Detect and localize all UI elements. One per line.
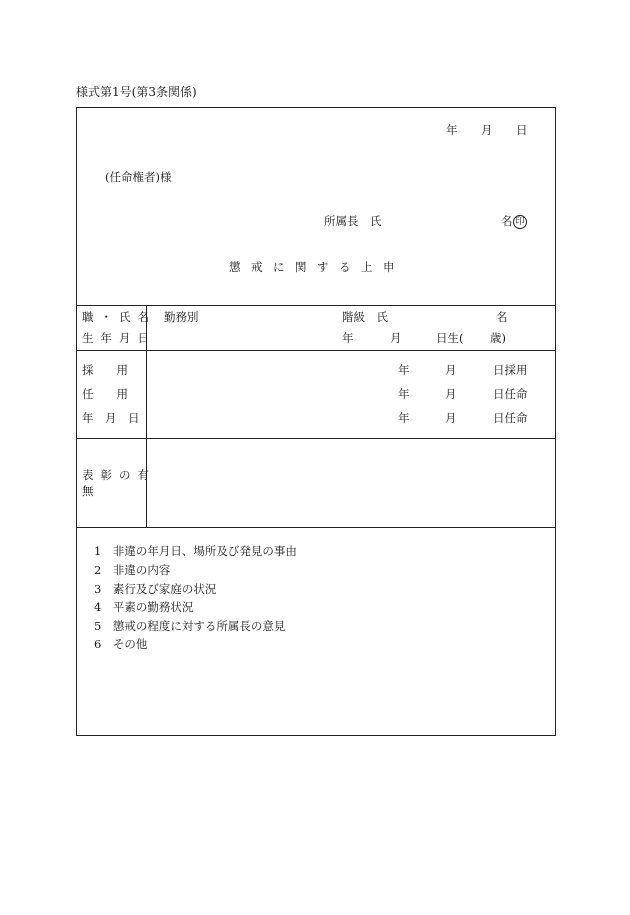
divider-header (76, 305, 556, 306)
label-date: 年 月 日 (82, 411, 140, 425)
appointed-year-2: 年 (398, 411, 410, 425)
form-frame (76, 107, 556, 736)
rank-name-label: 階級 氏 (342, 310, 388, 324)
appointed-month-1: 月 (445, 387, 457, 401)
birth-month-label: 月 (390, 331, 402, 345)
appointed-month-2: 月 (445, 411, 457, 425)
label-birthdate: 生年月日 (82, 331, 156, 345)
hired-year: 年 (398, 363, 410, 377)
label-commendation: 表彰の有 (82, 468, 156, 482)
list-item: 1 非違の年月日、場所及び発見の事由 (94, 544, 297, 558)
list-item: 5 懲戒の程度に対する所属長の意見 (94, 619, 286, 633)
document-title: 懲戒に関する上申 (229, 260, 405, 274)
addressee: (任命権者)様 (105, 170, 172, 184)
name-suffix-label: 名 (496, 310, 508, 324)
list-item: 3 素行及び家庭の状況 (94, 582, 217, 596)
appointed-day-suffix-1: 日任命 (493, 387, 528, 401)
appointed-year-1: 年 (398, 387, 410, 401)
hired-day-suffix: 日採用 (493, 363, 528, 377)
seal-icon: 印 (513, 215, 527, 229)
list-item: 4 平素の勤務状況 (94, 600, 194, 614)
label-position-name: 職・氏名 (82, 310, 156, 324)
label-commendation-cont: 無 (82, 484, 94, 498)
date-day: 日 (516, 123, 528, 137)
signer-name-suffix: 名 (501, 214, 513, 228)
birth-day-label: 日生( (436, 331, 464, 345)
list-item: 6 その他 (94, 637, 148, 651)
hired-month: 月 (445, 363, 457, 377)
divider-employee (76, 350, 556, 351)
job-type-label: 勤務別 (164, 310, 199, 324)
divider-appointment (76, 438, 556, 439)
label-hired: 採 用 (82, 363, 128, 377)
date-year: 年 (446, 123, 458, 137)
form-number: 様式第1号(第3条関係) (76, 85, 197, 99)
date-month: 月 (481, 123, 493, 137)
signer-title: 所属長 氏 (324, 214, 382, 228)
age-label: 歳) (490, 331, 506, 345)
label-appointed: 任 用 (82, 387, 128, 401)
appointed-day-suffix-2: 日任命 (493, 411, 528, 425)
divider-commendation (76, 527, 556, 528)
list-item: 2 非違の内容 (94, 563, 171, 577)
birth-year-label: 年 (342, 331, 354, 345)
